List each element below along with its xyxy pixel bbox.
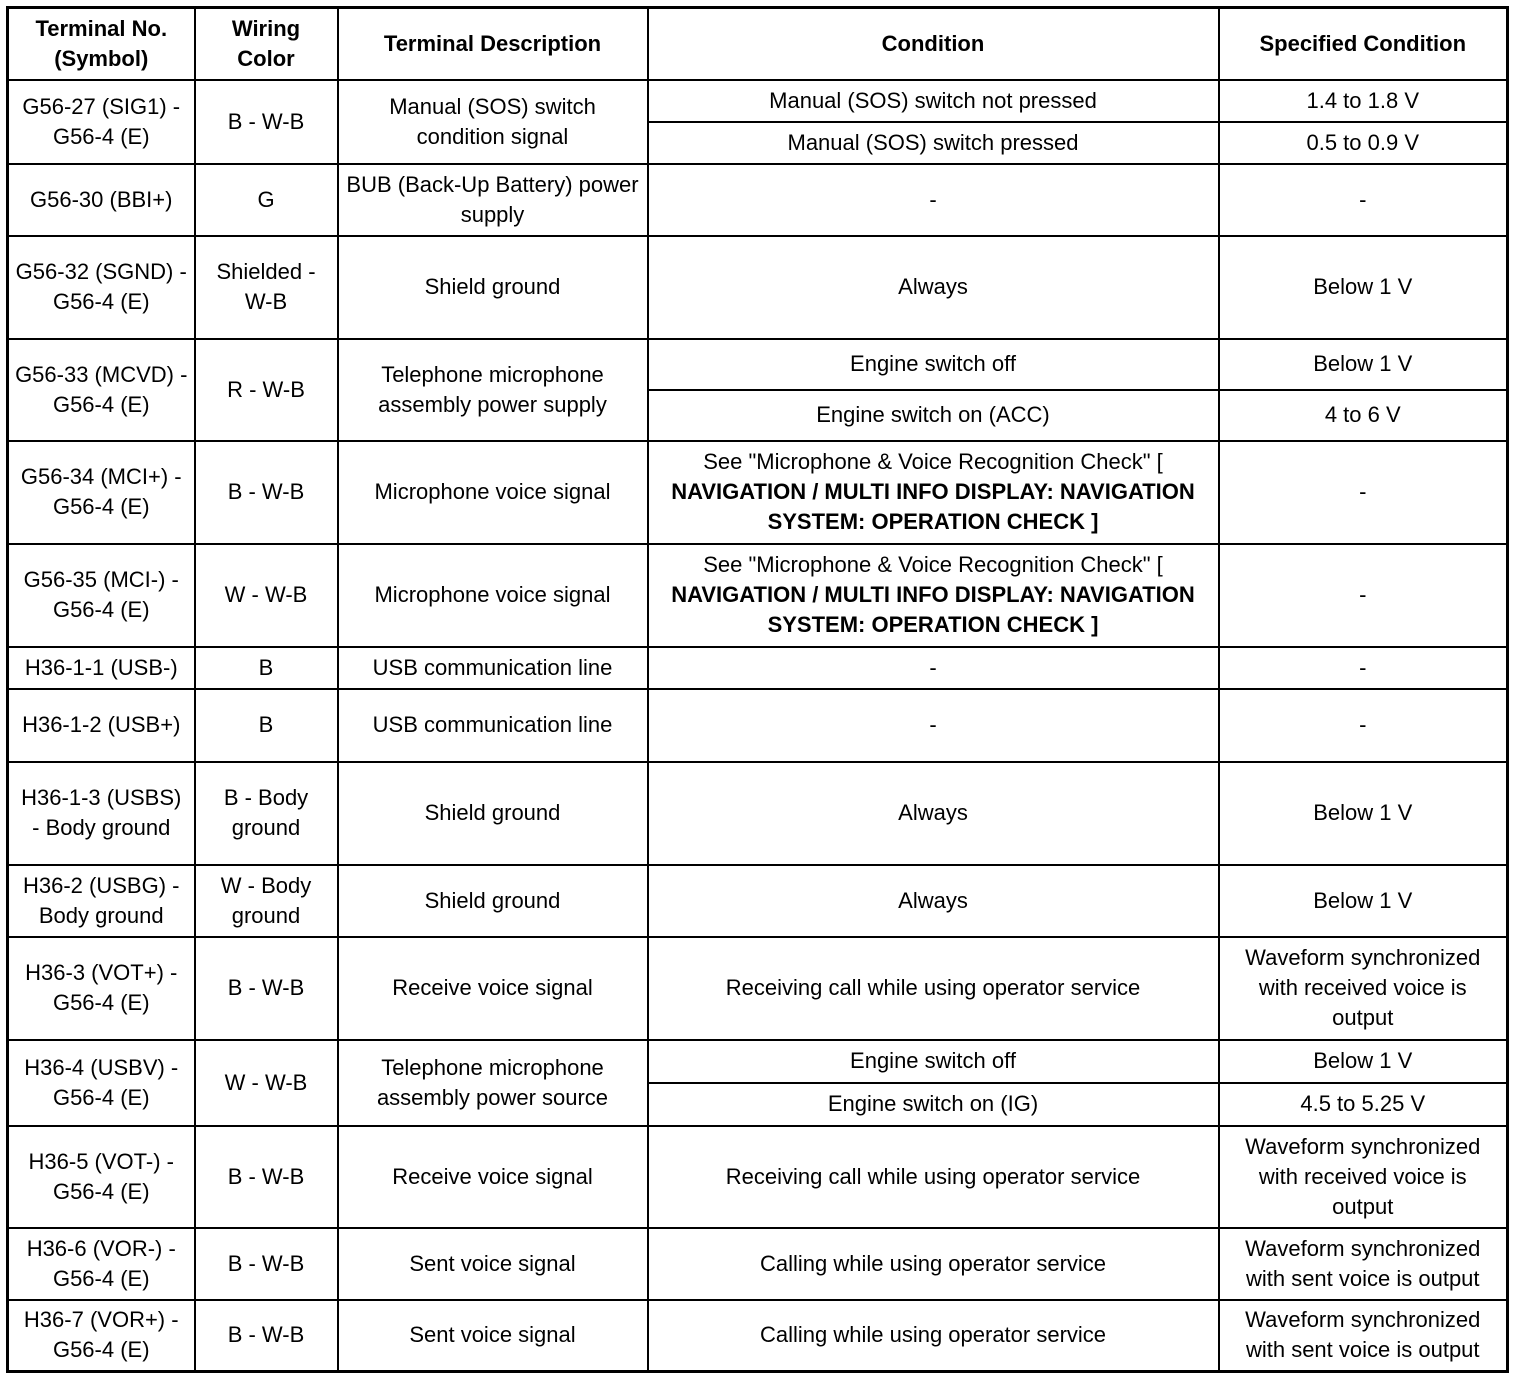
condition-cell: - [648,164,1219,236]
specified-cell: 4.5 to 5.25 V [1219,1083,1508,1126]
condition-cell: Receiving call while using operator service [648,1126,1219,1228]
wiring-cell: B - W-B [195,1126,338,1228]
specified-cell: Waveform synchronized with sent voice is output [1219,1300,1508,1372]
specified-cell: Waveform synchronized with received voice is output [1219,937,1508,1040]
wiring-cell: W - W-B [195,1040,338,1126]
specified-cell: Below 1 V [1219,236,1508,339]
terminal-cell: G56-32 (SGND) - G56-4 (E) [8,236,195,339]
condition-cell: Engine switch off [648,1040,1219,1083]
wiring-cell: R - W-B [195,339,338,441]
description-cell: Receive voice signal [338,937,648,1040]
specified-cell: 1.4 to 1.8 V [1219,80,1508,122]
condition-cell-reference [648,544,1219,647]
description-cell: USB communication line [338,647,648,689]
table-row [8,441,1508,544]
terminal-specification-table [6,6,1509,1373]
condition-cell: Engine switch on (ACC) [648,390,1219,441]
table-row [8,689,1508,762]
table-row [8,762,1508,865]
table-row [8,80,1508,122]
terminal-cell: H36-6 (VOR-) - G56-4 (E) [8,1228,195,1300]
table-row [8,647,1508,689]
table-row [8,236,1508,339]
condition-cell: Calling while using operator service [648,1228,1219,1300]
terminal-cell: G56-34 (MCI+) - G56-4 (E) [8,441,195,544]
table-row [8,1300,1508,1372]
terminal-cell: H36-1-2 (USB+) [8,689,195,762]
wiring-cell: B [195,689,338,762]
header-condition: Condition [648,8,1219,80]
table-row [8,1126,1508,1228]
condition-cell: - [648,647,1219,689]
specified-cell: Below 1 V [1219,762,1508,865]
description-cell: Shield ground [338,762,648,865]
navigation-operation-check-reference: NAVIGATION / MULTI INFO DISPLAY: NAVIGATION SYSTEM: OPERATION CHECK ] [671,582,1195,637]
wiring-cell: B - W-B [195,441,338,544]
specified-cell: Below 1 V [1219,339,1508,390]
condition-cell: Engine switch on (IG) [648,1083,1219,1126]
header-terminal-description: Terminal Description [338,8,648,80]
terminal-cell: G56-33 (MCVD) - G56-4 (E) [8,339,195,441]
terminal-cell: G56-30 (BBI+) [8,164,195,236]
description-cell: BUB (Back-Up Battery) power supply [338,164,648,236]
condition-cell: Manual (SOS) switch pressed [648,122,1219,164]
terminal-cell: G56-35 (MCI-) - G56-4 (E) [8,544,195,647]
wiring-cell: W - Body ground [195,865,338,937]
table-row [8,339,1508,390]
terminal-cell: H36-1-3 (USBS) - Body ground [8,762,195,865]
condition-cell: Calling while using operator service [648,1300,1219,1372]
table-row [8,1228,1508,1300]
specified-cell: - [1219,647,1508,689]
header-wiring-color: Wiring Color [195,8,338,80]
table-row [8,1040,1508,1083]
wiring-cell: Shielded - W-B [195,236,338,339]
terminal-cell: H36-7 (VOR+) - G56-4 (E) [8,1300,195,1372]
description-cell: Manual (SOS) switch condition signal [338,80,648,164]
description-cell: Microphone voice signal [338,544,648,647]
condition-reference-intro: See "Microphone & Voice Recognition Check" [ [703,449,1163,474]
terminal-cell: H36-4 (USBV) - G56-4 (E) [8,1040,195,1126]
specified-cell: - [1219,689,1508,762]
terminal-cell: G56-27 (SIG1) - G56-4 (E) [8,80,195,164]
description-cell: Microphone voice signal [338,441,648,544]
terminal-cell: H36-2 (USBG) - Body ground [8,865,195,937]
condition-reference-intro: See "Microphone & Voice Recognition Check" [ [703,552,1163,577]
condition-cell: Always [648,865,1219,937]
description-cell: Telephone microphone assembly power supply [338,339,648,441]
wiring-cell: B - W-B [195,1228,338,1300]
specified-cell: - [1219,544,1508,647]
description-cell: Telephone microphone assembly power source [338,1040,648,1126]
condition-cell: Always [648,762,1219,865]
terminal-table-container [6,6,1509,1373]
specified-cell: Below 1 V [1219,1040,1508,1083]
description-cell: USB communication line [338,689,648,762]
specified-cell: - [1219,164,1508,236]
specified-cell: 4 to 6 V [1219,390,1508,441]
header-specified-condition: Specified Condition [1219,8,1508,80]
wiring-cell: B [195,647,338,689]
terminal-cell: H36-1-1 (USB-) [8,647,195,689]
condition-cell: - [648,689,1219,762]
condition-cell: Receiving call while using operator service [648,937,1219,1040]
condition-cell: Manual (SOS) switch not pressed [648,80,1219,122]
condition-cell-reference [648,441,1219,544]
terminal-cell: H36-5 (VOT-) - G56-4 (E) [8,1126,195,1228]
condition-cell: Always [648,236,1219,339]
navigation-operation-check-reference: NAVIGATION / MULTI INFO DISPLAY: NAVIGATION SYSTEM: OPERATION CHECK ] [671,479,1195,534]
description-cell: Receive voice signal [338,1126,648,1228]
table-row [8,544,1508,647]
wiring-cell: W - W-B [195,544,338,647]
wiring-cell: G [195,164,338,236]
wiring-cell: B - Body ground [195,762,338,865]
specified-cell: Waveform synchronized with received voice is output [1219,1126,1508,1228]
header-terminal-no: Terminal No. (Symbol) [8,8,195,80]
condition-cell: Engine switch off [648,339,1219,390]
table-row [8,937,1508,1040]
description-cell: Shield ground [338,865,648,937]
description-cell: Sent voice signal [338,1228,648,1300]
specified-cell: Waveform synchronized with sent voice is output [1219,1228,1508,1300]
table-row [8,164,1508,236]
specified-cell: - [1219,441,1508,544]
description-cell: Sent voice signal [338,1300,648,1372]
specified-cell: 0.5 to 0.9 V [1219,122,1508,164]
specified-cell: Below 1 V [1219,865,1508,937]
table-row [8,865,1508,937]
wiring-cell: B - W-B [195,937,338,1040]
wiring-cell: B - W-B [195,80,338,164]
terminal-cell: H36-3 (VOT+) - G56-4 (E) [8,937,195,1040]
header-row [8,8,1508,80]
description-cell: Shield ground [338,236,648,339]
wiring-cell: B - W-B [195,1300,338,1372]
